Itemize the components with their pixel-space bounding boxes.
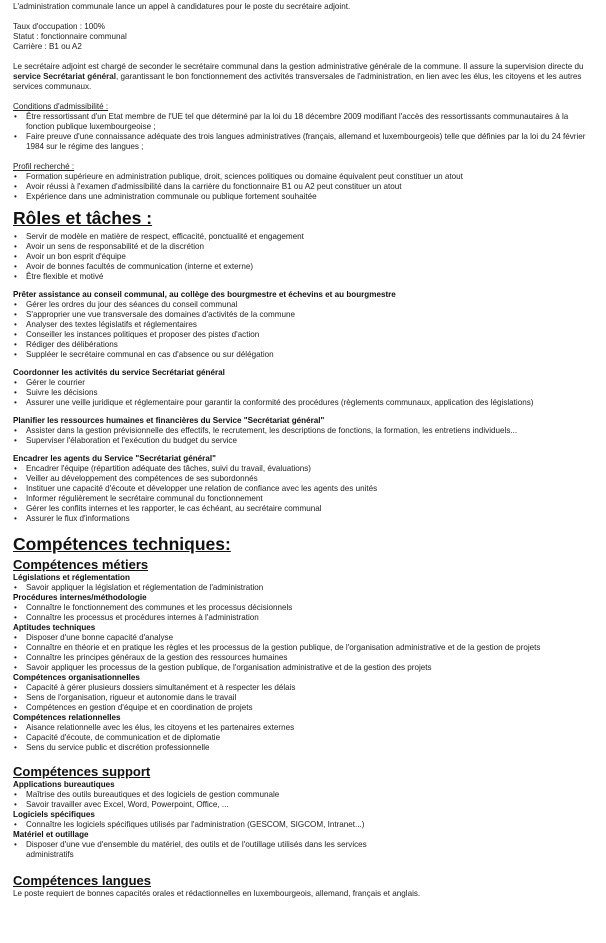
roles-section-heading: Prêter assistance au conseil communal, au collège des bourgmestre et échevins et au bourgmestre [13,290,396,299]
list-item: • Capacité d'écoute, de communication et de diplomatie [26,733,592,743]
list-item: • S'approprier une vue transversale des domaines d'activités de la commune [26,310,592,320]
list-item: • Connaître le fonctionnement des communes et les processus décisionnels [26,603,592,613]
roles-section-list [13,426,592,446]
roles-section-list [13,464,592,524]
list-item: • Sens de l'organisation, rigueur et autonomie dans le travail [26,693,592,703]
list-item: • Formation supérieure en administration publique, droit, sciences politiques ou domaine équivalent peut constituer un atout [26,172,592,182]
list-item: • Connaître les logiciels spécifiques utilisés par l'administration (GESCOM, SIGCOM, Intranet...) [26,820,592,830]
roles-section-heading: Planifier les ressources humaines et financières du Service "Secrétariat général" [13,416,325,425]
group-heading: Aptitudes techniques [13,623,96,632]
list-item: • Connaître en théorie et en pratique les règles et les processus de la gestion publique, de l'organisation administrative et de la gestion de projets [26,643,592,653]
list-item: • Être ressortissant d'un Etat membre de l'UE tel que déterminé par la loi du 18 décembre 2009 modifiant l'accès des ressortissants communautaires à la fonction publique luxembourgeoise ; [26,112,592,132]
fact-statut: Statut : fonctionnaire communal [13,32,127,41]
job-facts [13,22,592,52]
description-after: , garantissant le bon fonctionnement des activités transversales de l'administration, en lien avec les élus, les citoyens et les autres services communaux. [13,72,582,91]
list-item: • Avoir un sens de responsabilité et de la discrétion [26,242,592,252]
list-item: • Savoir travailler avec Excel, Word, Powerpoint, Office, ... [26,800,592,810]
list-item: • Veiller au développement des compétences de ses subordonnés [26,474,592,484]
list-item: • Disposer d'une bonne capacité d'analyse [26,633,592,643]
list-item: • Assurer le flux d'informations [26,514,592,524]
roles-section-heading: Coordonner les activités du service Secrétariat général [13,368,225,377]
list-item: • Conseiller les instances politiques et proposer des pistes d'action [26,330,592,340]
list-item: • Sens du service public et discrétion professionnelle [26,743,592,753]
list-item: • Faire preuve d'une connaissance adéquate des trois langues administratives (français, allemand et luxembourgeois) telle que définies par la loi du 24 février 1984 sur le régime des langues ; [26,132,592,152]
list-item: • Avoir réussi à l'examen d'admissibilité dans la carrière du fonctionnaire B1 ou A2 peut constituer un atout [26,182,592,192]
roles-title: Rôles et tâches : [13,208,153,228]
description-before: Le secrétaire adjoint est chargé de seconder le secrétaire communal dans la gestion administrative générale de la commune. Il assure la supervision directe du [13,62,584,71]
list-item: • Rédiger des délibérations [26,340,592,350]
list-item: • Disposer d'une vue d'ensemble du matériel, des outils et de l'outillage utilisés dans les services administratifs [26,840,416,860]
competences-title: Compétences techniques: [13,534,231,554]
group-heading: Compétences relationnelles [13,713,121,722]
list-item: • Encadrer l'équipe (répartition adéquate des tâches, suivi du travail, évaluations) [26,464,592,474]
langues-title: Compétences langues [13,873,151,888]
metiers-title: Compétences métiers [13,557,149,572]
intro-text: L'administration communale lance un appel à candidatures pour le poste du secrétaire adjoint. [13,2,351,11]
list-item: • Connaître les principes généraux de la gestion des ressources humaines [26,653,592,663]
fact-occupation: Taux d'occupation : 100% [13,22,105,31]
group-heading: Matériel et outillage [13,830,89,839]
group-heading: Compétences organisationnelles [13,673,140,682]
conditions-heading: Conditions d'admissibilité : [13,102,109,111]
list-item: • Servir de modèle en matière de respect, efficacité, ponctualité et engagement [26,232,592,242]
job-description [13,62,592,92]
list-item: • Maîtrise des outils bureautiques et des logiciels de gestion communale [26,790,592,800]
list-item: • Informer régulièrement le secrétaire communal du fonctionnement [26,494,592,504]
roles-general-list [13,232,592,282]
list-item: • Avoir un bon esprit d'équipe [26,252,592,262]
list-item: • Avoir de bonnes facultés de communication (interne et externe) [26,262,592,272]
list-item: • Suivre les décisions [26,388,592,398]
roles-section-list [13,378,592,408]
group-list [13,683,592,713]
list-item: • Gérer les ordres du jour des séances du conseil communal [26,300,592,310]
list-item: • Assister dans la gestion prévisionnelle des effectifs, le recrutement, les descriptions de fonctions, la formation, les entretiens individuels... [26,426,592,436]
list-item: • Compétences en gestion d'équipe et en coordination de projets [26,703,592,713]
profil-list [13,172,592,202]
list-item: • Savoir appliquer la législation et réglementation de l'administration [26,583,592,593]
list-item: • Gérer le courrier [26,378,592,388]
list-item: • Être flexible et motivé [26,272,592,282]
group-list [13,840,592,860]
description-bold: service Secrétariat général [13,72,117,81]
group-list [13,583,592,593]
group-heading: Logiciels spécifiques [13,810,95,819]
support-title: Compétences support [13,764,151,779]
conditions-list [13,112,592,152]
group-list [13,603,592,623]
group-heading: Procédures internes/méthodologie [13,593,147,602]
group-list [13,790,592,810]
roles-section-heading: Encadrer les agents du Service "Secrétariat général" [13,454,216,463]
group-heading: Applications bureautiques [13,780,115,789]
list-item: • Capacité à gérer plusieurs dossiers simultanément et à respecter les délais [26,683,592,693]
list-item: • Savoir appliquer les processus de la gestion publique, de l'organisation administrative et de la gestion des projets [26,663,592,673]
list-item: • Suppléer le secrétaire communal en cas d'absence ou sur délégation [26,350,592,360]
group-list [13,820,592,830]
list-item: • Assurer une veille juridique et réglementaire pour garantir la conformité des procédures (règlements communaux, application des législations) [26,398,592,408]
list-item: • Analyser des textes législatifs et réglementaires [26,320,592,330]
list-item: • Connaître les processus et procédures internes à l'administration [26,613,592,623]
profil-heading: Profil recherché : [13,162,75,171]
group-heading: Législations et réglementation [13,573,130,582]
list-item: • Aisance relationnelle avec les élus, les citoyens et les partenaires externes [26,723,592,733]
list-item: • Expérience dans une administration communale ou publique fortement souhaitée [26,192,592,202]
list-item: • Instituer une capacité d'écoute et développer une relation de confiance avec les agents des unités [26,484,592,494]
group-list [13,723,592,753]
langues-text: Le poste requiert de bonnes capacités orales et rédactionnelles en luxembourgeois, allemand, français et anglais. [13,889,421,898]
group-list [13,633,592,673]
fact-carriere: Carrière : B1 ou A2 [13,42,82,51]
list-item: • Superviser l'élaboration et l'exécution du budget du service [26,436,592,446]
roles-section-list [13,300,592,360]
list-item: • Gérer les conflits internes et les rapporter, le cas échéant, au secrétaire communal [26,504,592,514]
